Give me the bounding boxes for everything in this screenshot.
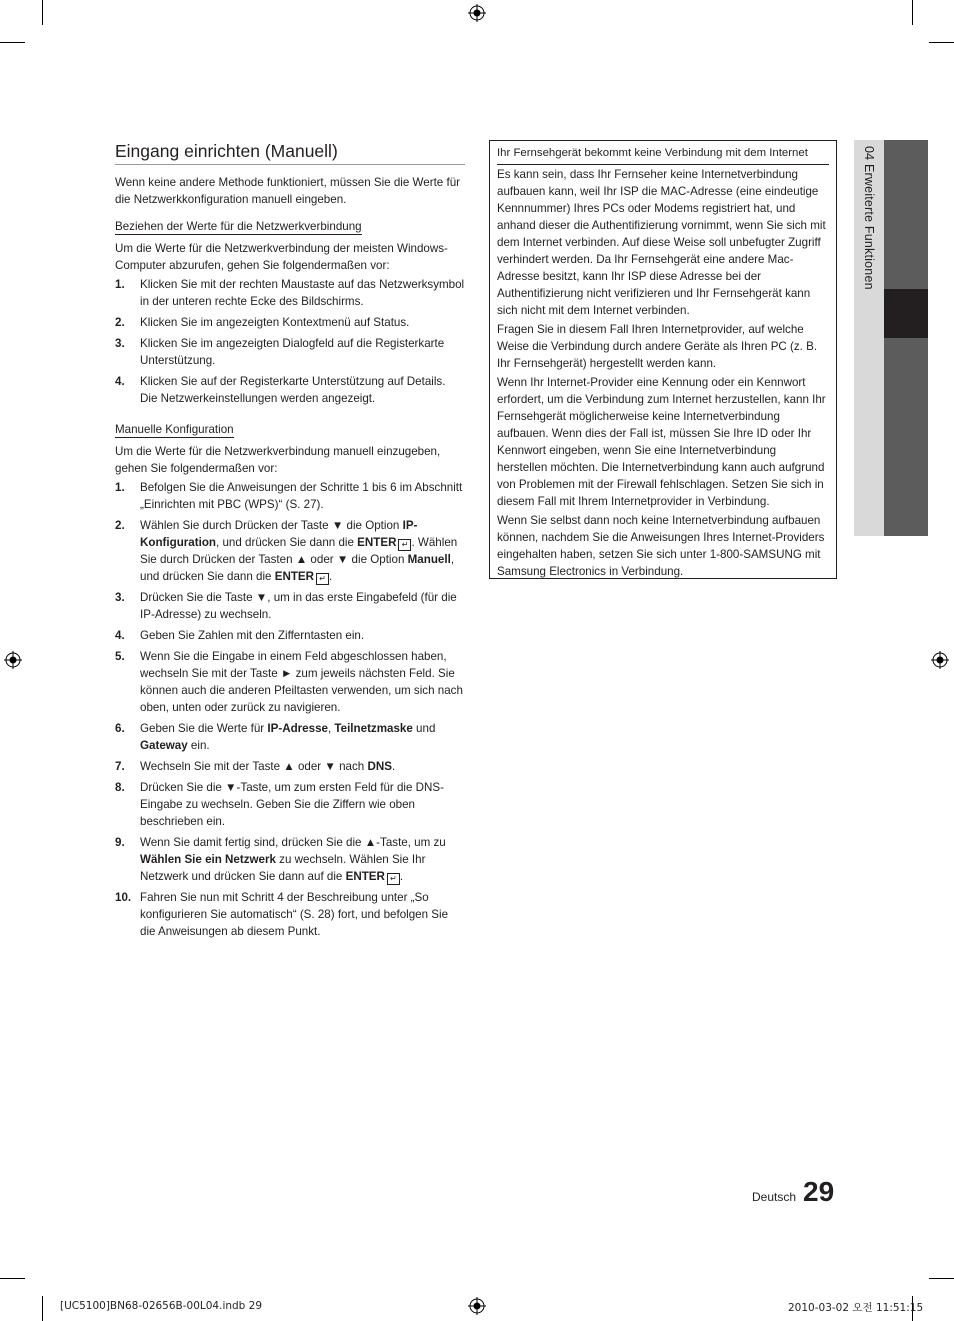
note-paragraph: Es kann sein, dass Ihr Fernseher keine Internetverbindung aufbauen kann, weil Ihr ISP die MAC-Adresse (eine eindeutige Kennnummer) Ihres PCs oder Modems registriert hat, und anhand dieser die Authentifizierung vornimmt, wenn Sie sich mit dem Internet verbinden. Auf diese Weise soll unbefugter Zugriff verhindert werden. Da Ihr Fernsehgerät eine andere Mac-Adresse besitzt, kann Ihr ISP diese Adresse bei der Authentifizierung nicht verifizieren und Ihr Fernsehgerät kann sich nicht mit dem Internet verbinden.: [497, 168, 826, 317]
list-item: [115, 373, 465, 407]
step-number: 2.: [115, 519, 125, 532]
print-file-info: [UC5100]BN68-02656B-00L04.indb 29: [60, 1300, 263, 1312]
footer-language: Deutsch: [752, 1190, 797, 1204]
list-item: [115, 779, 465, 830]
note-paragraph: Wenn Sie selbst dann noch keine Internetverbindung aufbauen können, nachdem Sie die Anweisungen Ihres Internet-Providers eingehalten haben, setzen Sie sich unter 1-800-SAMSUNG mit Samsung Electronics in Verbindung.: [497, 514, 825, 578]
note-paragraph: Wenn Ihr Internet-Provider eine Kennung oder ein Kennwort erfordert, um die Verbindung zum Internet herzustellen, kann Ihr Fernsehgerät möglicherweise keine Internetverbindung aufbauen. Wenn dies der Fall ist, müssen Sie Ihre ID oder Ihr Kennwort eingeben, wenn Sie eine Internetverbindung herstellen möchten. Die Internetverbindung kann auch aufgrund von Problemen mit der Firewall fehlschlagen. Setzen Sie sich in diesem Fall mit Ihrem Internetprovider in Verbindung.: [497, 376, 826, 508]
step-number: 5.: [115, 650, 125, 663]
step-text: Geben Sie die Werte für IP-Adresse, Teilnetzmaske und Gateway ein.: [140, 722, 436, 752]
part2-intro: Um die Werte für die Netzwerkverbindung manuell einzugeben, gehen Sie folgendermaßen vor:: [115, 445, 441, 475]
step-number: 3.: [115, 591, 125, 604]
page-number: 29: [803, 1176, 835, 1207]
enter-icon: ↵: [398, 539, 411, 551]
step-number: 7.: [115, 760, 125, 773]
step-text: Wechseln Sie mit der Taste ▲ oder ▼ nach DNS.: [140, 760, 396, 773]
registration-mark-icon: [468, 4, 486, 22]
list-item: [115, 517, 465, 585]
list-item: [115, 720, 465, 754]
step-number: 3.: [115, 337, 125, 350]
note-box: [489, 140, 837, 579]
section-title: Eingang einrichten (Manuell): [115, 140, 465, 165]
chapter-tab-strip: [884, 140, 928, 536]
list-item: [115, 627, 465, 644]
step-text: Klicken Sie mit der rechten Maustaste auf das Netzwerksymbol in der unteren rechte Ecke des Bildschirms.: [140, 278, 465, 308]
step-text: Befolgen Sie die Anweisungen der Schritte 1 bis 6 im Abschnitt „Einrichten mit PBC (WPS)“ (S. 27).: [140, 481, 463, 511]
list-item: [115, 335, 465, 369]
chapter-tab-marker: [884, 289, 928, 338]
step-number: 1.: [115, 278, 125, 291]
list-item: [115, 314, 465, 331]
part1-intro: Um die Werte für die Netzwerkverbindung der meisten Windows-Computer abzurufen, gehen Sie folgendermaßen vor:: [115, 242, 448, 272]
crop-mark: [929, 1278, 954, 1279]
step-text: Drücken Sie die Taste ▼, um in das erste Eingabefeld (für die IP-Adresse) zu wechseln.: [140, 591, 457, 621]
step-text: Wenn Sie die Eingabe in einem Feld abgeschlossen haben, wechseln Sie mit der Taste ► zum jeweils nächsten Feld. Sie können auch die anderen Pfeiltasten verwenden, um sich nach oben, unten oder zurück zu navigieren.: [140, 650, 463, 714]
step-number: 9.: [115, 836, 125, 849]
crop-mark: [0, 42, 25, 43]
step-number: 8.: [115, 781, 125, 794]
crop-mark: [42, 1296, 43, 1321]
list-item: [115, 589, 465, 623]
crop-mark: [912, 0, 913, 25]
step-text: Klicken Sie auf der Registerkarte Unterstützung auf Details. Die Netzwerkeinstellungen werden angezeigt.: [140, 375, 446, 405]
registration-mark-icon: [468, 1297, 486, 1315]
list-item: [115, 479, 465, 513]
step-text: Drücken Sie die ▼-Taste, um zum ersten Feld für die DNS-Eingabe zu wechseln. Geben Sie die Ziffern wie oben beschrieben ein.: [140, 781, 445, 828]
intro-paragraph: Wenn keine andere Methode funktioniert, müssen Sie die Werte für die Netzwerkkonfiguration manuell eingeben.: [115, 176, 460, 206]
crop-mark: [0, 1278, 25, 1279]
step-number: 6.: [115, 722, 125, 735]
step-number: 1.: [115, 481, 125, 494]
step-text: Geben Sie Zahlen mit den Zifferntasten ein.: [140, 629, 365, 642]
step-number: 2.: [115, 316, 125, 329]
subheading-network-values: Beziehen der Werte für die Netzwerkverbindung: [115, 220, 362, 233]
note-paragraph: Fragen Sie in diesem Fall Ihren Internetprovider, auf welche Weise die Verbindung durch andere Geräte als Ihren PC (z. B. Ihr Fernsehgerät) hergestellt werden kann.: [497, 323, 818, 370]
crop-mark: [929, 42, 954, 43]
registration-mark-icon: [4, 651, 22, 669]
chapter-tab-label: 04 Erweiterte Funktionen: [862, 146, 876, 290]
registration-mark-icon: [931, 651, 949, 669]
note-box-title: Ihr Fernsehgerät bekommt keine Verbindung mit dem Internet: [497, 145, 829, 165]
step-text: Wählen Sie durch Drücken der Taste ▼ die Option IP-Konfiguration, und drücken Sie dann die ENTER ↵ . Wählen Sie durch Drücken der Tasten ▲ oder ▼ die Option Manuell, und drücken Sie dann die ENTER ↵ .: [140, 519, 458, 583]
list-item: [115, 834, 465, 885]
step-text: Fahren Sie nun mit Schritt 4 der Beschreibung unter „So konfigurieren Sie automatisch“ (S. 28) fort, und befolgen Sie die Anweisungen ab diesem Punkt.: [140, 891, 449, 938]
enter-icon: ↵: [387, 873, 400, 885]
list-item: [115, 758, 465, 775]
step-text: Klicken Sie im angezeigten Dialogfeld auf die Registerkarte Unterstützung.: [140, 337, 445, 367]
step-text: Klicken Sie im angezeigten Kontextmenü auf Status.: [140, 316, 410, 329]
step-text: Wenn Sie damit fertig sind, drücken Sie die ▲-Taste, um zu Wählen Sie ein Netzwerk zu wechseln. Wählen Sie Ihr Netzwerk und drücken Sie dann auf die ENTER ↵ .: [140, 836, 446, 883]
list-item: [115, 276, 465, 310]
step-number: 4.: [115, 375, 125, 388]
step-number: 10.: [115, 891, 132, 904]
print-date-info: 2010-03-02 오전 11:51:15: [788, 1302, 924, 1314]
list-item: [115, 648, 465, 716]
step-number: 4.: [115, 629, 125, 642]
subheading-manual-config: Manuelle Konfiguration: [115, 423, 234, 436]
list-item: [115, 889, 465, 940]
enter-icon: ↵: [316, 573, 329, 585]
main-column: [115, 140, 465, 944]
crop-mark: [42, 0, 43, 25]
